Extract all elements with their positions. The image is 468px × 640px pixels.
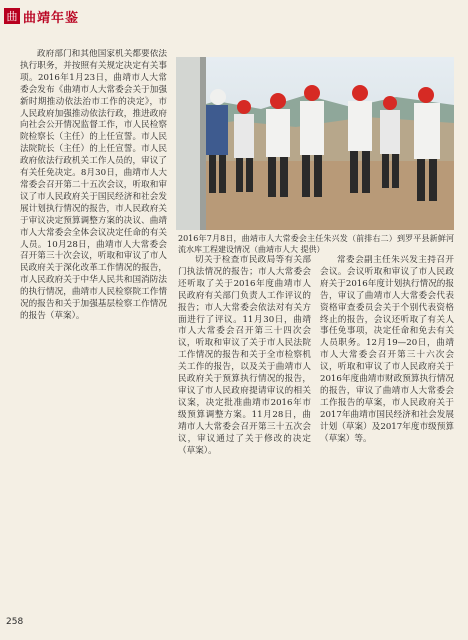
logo-glyph: 曲 bbox=[6, 9, 18, 23]
journal-title: 曲靖年鉴 bbox=[23, 11, 80, 26]
article-text: 常委会副主任朱兴发主持召开会议。会议听取和审议了市人民政府关于2016年度计划执行情况的报告，审议了曲靖市人大常委会代表资格审查委员会关于个别代表资格终止的报告，会议还听取了有关人事任免事项，决定任命和免去有关人员职务。12月19—20日，曲靖市人大常委会召开第三十六次会议，听取和审议了市人民政府关于2016年度曲靖市财政预算执行情况的报告，审议了曲靖市人大常委会工作报告的草案，市人民政府关于2017年曲靖市国民经济和社会发展计划（草案）及2017年度市级预算（草案）等。 bbox=[320, 255, 454, 444]
photo-illustration bbox=[176, 57, 454, 230]
text-column-right bbox=[320, 255, 454, 621]
meeting-photo bbox=[176, 57, 454, 230]
article-text: 切关于检查市民政局等有关部门执法情况的报告；市人大常委会还听取了关于2016年度曲靖市人民政府有关部门负责人工作评议的报告；市人大常委会依法对有关方面进行了评议。11月30日，曲靖市人大常委会召开第三十四次会议，听取和审议了关于市人民法院工作情况的报告和关于全市检察机关工作的报告，以及关于曲靖市人民政府关于预算执行情况的报告，审议了市人民政府提请审议的相关议案，决定批准曲靖市2016年市级预算调整方案。11月28日，曲靖市人大常委会召开第三十五次会议，审议通过了关于修改的决定（草案）。 bbox=[178, 255, 311, 456]
page-header bbox=[0, 0, 468, 56]
text-column-left bbox=[20, 49, 167, 621]
journal-logo-icon bbox=[4, 8, 20, 24]
article-text: 政府部门和其他国家机关都要依法执行职务，并按照有关规定决定有关事项。2016年1月23日，曲靖市人大常委会发布《曲靖市人大常委会关于加强新时期推动依法治市工作的决定》，市人民政府加强推动依法行政，推进政府向社会公开情况监督工作，市人民检察院检察长（主任）的上任宣誓。市人民法院院长（主任）的上任宣誓。市人民政府依法行政机关工作人员的，审议了有关任免决定。8月30日，曲靖市人大常委会召开第二十五次会议，听取和审议了市人民政府关于国民经济和社会发展计划执行情况的报告，市人民政府关于审议决定预算调整方案的决议、曲靖市人大常委会全体会议决定任命的有关人员。10月28日，曲靖市人大常委会召开第三十次会议，听取和审议了市人民政府关于深化改革工作情况的报告，市人民政府关于中华人民共和国消防法的执行情况，曲靖市人民检察院工作情况的报告和关于加强基层检察工作情况的报告（草案）。 bbox=[20, 49, 167, 321]
text-column-middle bbox=[178, 255, 311, 621]
photo-caption: 2016年7月8日，曲靖市人大常委会主任朱兴发（前排右二）到罗平县新鲜河流水库工程建设情况（曲靖市人大 提供） bbox=[178, 234, 454, 254]
page-number: 258 bbox=[6, 617, 24, 627]
